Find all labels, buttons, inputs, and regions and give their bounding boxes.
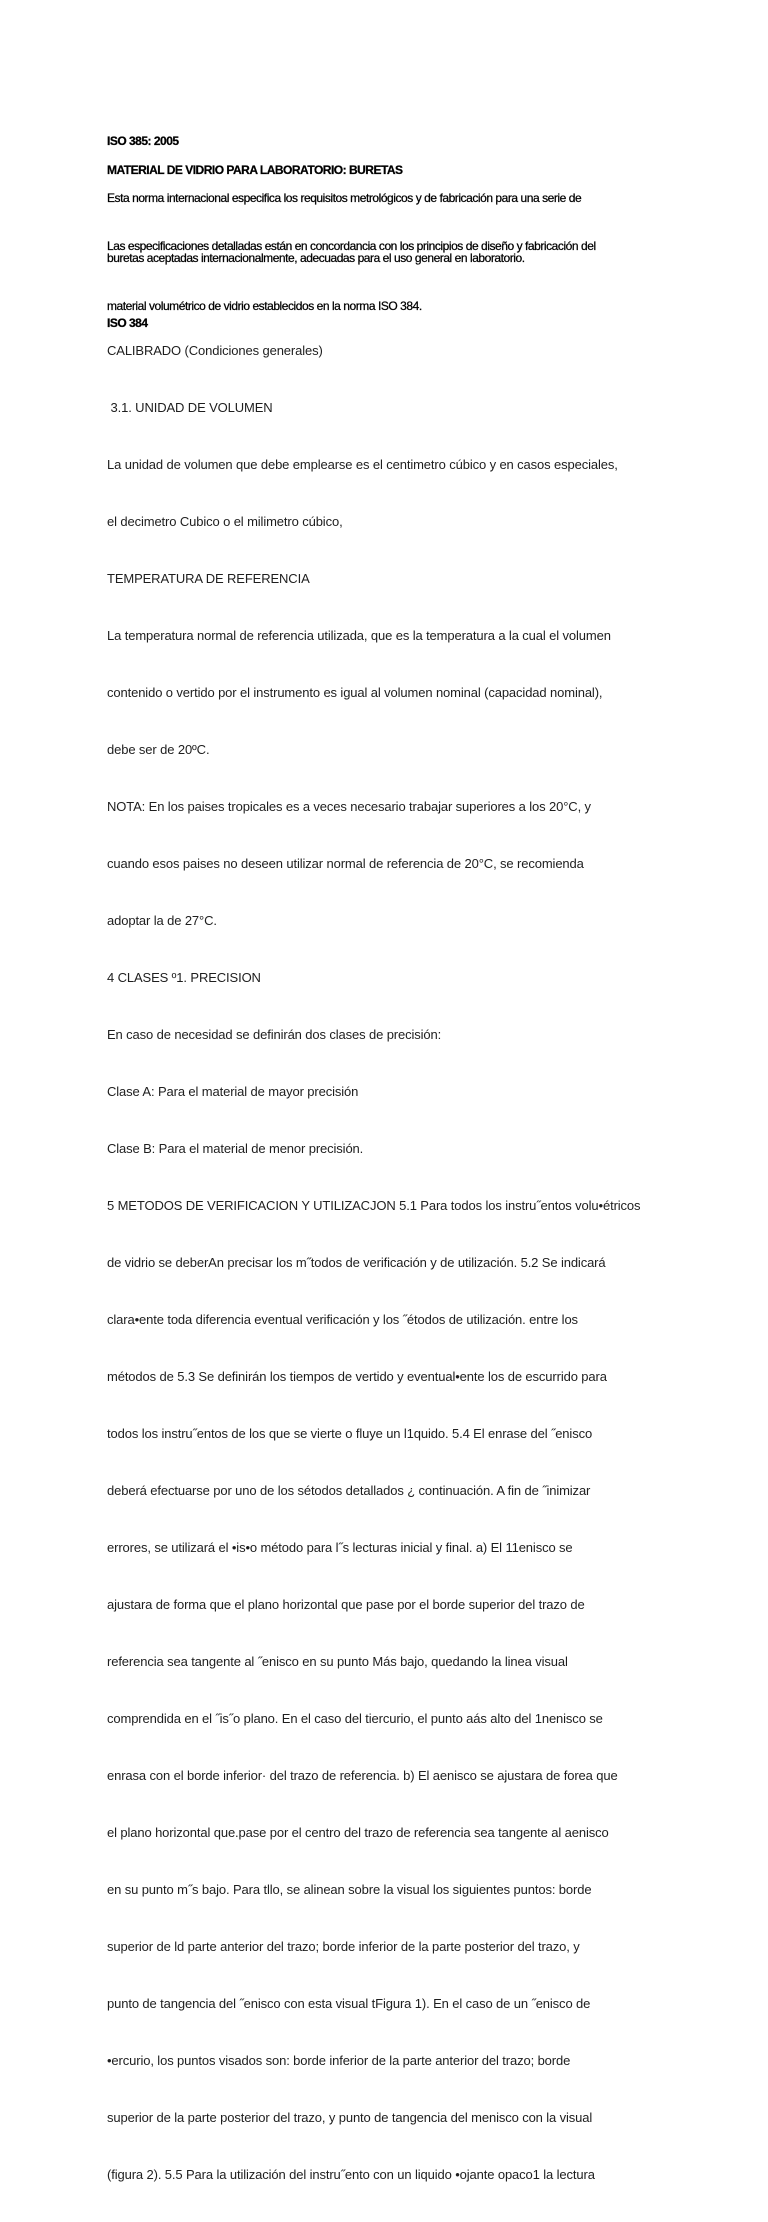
body-line: errores, se utilizará el •is•o método para l˝s lecturas inicial y final. a) El 11enisco se [107, 1540, 573, 1555]
body-line: CALIBRADO (Condiciones generales) [107, 343, 323, 358]
body-line: ajustara de forma que el plano horizontal que pase por el borde superior del trazo de [107, 1597, 585, 1612]
body-line: TEMPERATURA DE REFERENCIA [107, 571, 310, 586]
body-line: cuando esos paises no deseen utilizar normal de referencia de 20°C, se recomienda [107, 856, 584, 871]
body-line: En caso de necesidad se definirán dos clases de precisión: [107, 1027, 442, 1042]
section-heading-text: ISO 384 [107, 316, 148, 330]
body-line: todos los instru˝entos de los que se vierte o fluye un l1quido. 5.4 El enrase del ˝enisco [107, 1426, 593, 1441]
body-line: Clase A: Para el material de mayor precisión [107, 1084, 359, 1099]
body-line: La temperatura normal de referencia utilizada, que es la temperatura a la cual el volumen [107, 628, 611, 643]
body-line: de vidrio se deberAn precisar los m˝todos de verificación y de utilización. 5.2 Se indicará [107, 1255, 606, 1270]
body-line: contenido o vertido por el instrumento es igual al volumen nominal (capacidad nominal), [107, 685, 603, 700]
body-line: enrasa con el borde inferior· del trazo de referencia. b) El aenisco se ajustara de forea que [107, 1768, 618, 1783]
body-line: •ercurio, los puntos visados son: borde inferior de la parte anterior del trazo; borde [107, 2053, 571, 2068]
body-line: comprendida en el ˝is˝o plano. En el caso del tiercurio, el punto aás alto del 1nenisco se [107, 1711, 603, 1726]
body-line: en su punto m˝s bajo. Para tllo, se alinean sobre la visual los siguientes puntos: borde [107, 1882, 592, 1897]
body-line: La unidad de volumen que debe emplearse es el centimetro cúbico y en casos especiales, [107, 457, 618, 472]
body-line: debe ser de 20ºC. [107, 742, 210, 757]
body-line: 3.1. UNIDAD DE VOLUMEN [107, 400, 273, 415]
document-title-text: ISO 385: 2005 [107, 134, 179, 148]
paragraph-line: Las especificaciones detalladas están en concordancia con los principios de diseño y fabricación del [107, 239, 596, 253]
body-line: clara•ente toda diferencia eventual verificación y los ˝étodos de utilización. entre los [107, 1312, 578, 1327]
body-line: (figura 2). 5.5 Para la utilización del instru˝ento con un liquido •ojante opaco1 la lectura [107, 2167, 595, 2182]
body-line: métodos de 5.3 Se definirán los tiempos de vertido y eventual•ente los de escurrido para [107, 1369, 607, 1384]
body-line: 5 METODOS DE VERIFICACION Y UTILIZACJON 5.1 Para todos los instru˝entos volu•étricos [107, 1198, 641, 1213]
body-line: 4 CLASES º1. PRECISION [107, 970, 261, 985]
body-line: superior de ld parte anterior del trazo; borde inferior de la parte posterior del trazo, y [107, 1939, 580, 1954]
body-line: referencia sea tangente al ˝enisco en su punto Más bajo, quedando la linea visual [107, 1654, 568, 1669]
body-line: el plano horizontal que.pase por el centro del trazo de referencia sea tangente al aenisco [107, 1825, 609, 1840]
paragraph-line: Esta norma internacional especifica los requisitos metrológicos y de fabricación para una serie de [107, 191, 582, 205]
body-text [107, 303, 640, 2222]
paragraph-line: material volumétrico de vidrio establecidos en la norma ISO 384. [107, 299, 422, 313]
body-line: NOTA: En los paises tropicales es a veces necesario trabajar superiores a los 20°C, y [107, 799, 591, 814]
body-line: el decimetro Cubico o el milimetro cúbico, [107, 514, 343, 529]
body-line: adoptar la de 27°C. [107, 913, 217, 928]
body-line: punto de tangencia del ˝enisco con esta visual tFigura 1). En el caso de un ˝enisco de [107, 1996, 591, 2011]
body-line: Clase B: Para el material de menor precisión. [107, 1141, 364, 1156]
document-subtitle-text: MATERIAL DE VIDRIO PARA LABORATORIO: BURETAS [107, 163, 403, 177]
body-line: deberá efectuarse por uno de los sétodos detallados ¿ continuación. A fin de ˝inimizar [107, 1483, 591, 1498]
paragraph-line: buretas aceptadas internacionalmente, adecuadas para el uso general en laboratorio. [107, 251, 525, 265]
body-line: superior de la parte posterior del trazo, y punto de tangencia del menisco con la visual [107, 2110, 593, 2125]
